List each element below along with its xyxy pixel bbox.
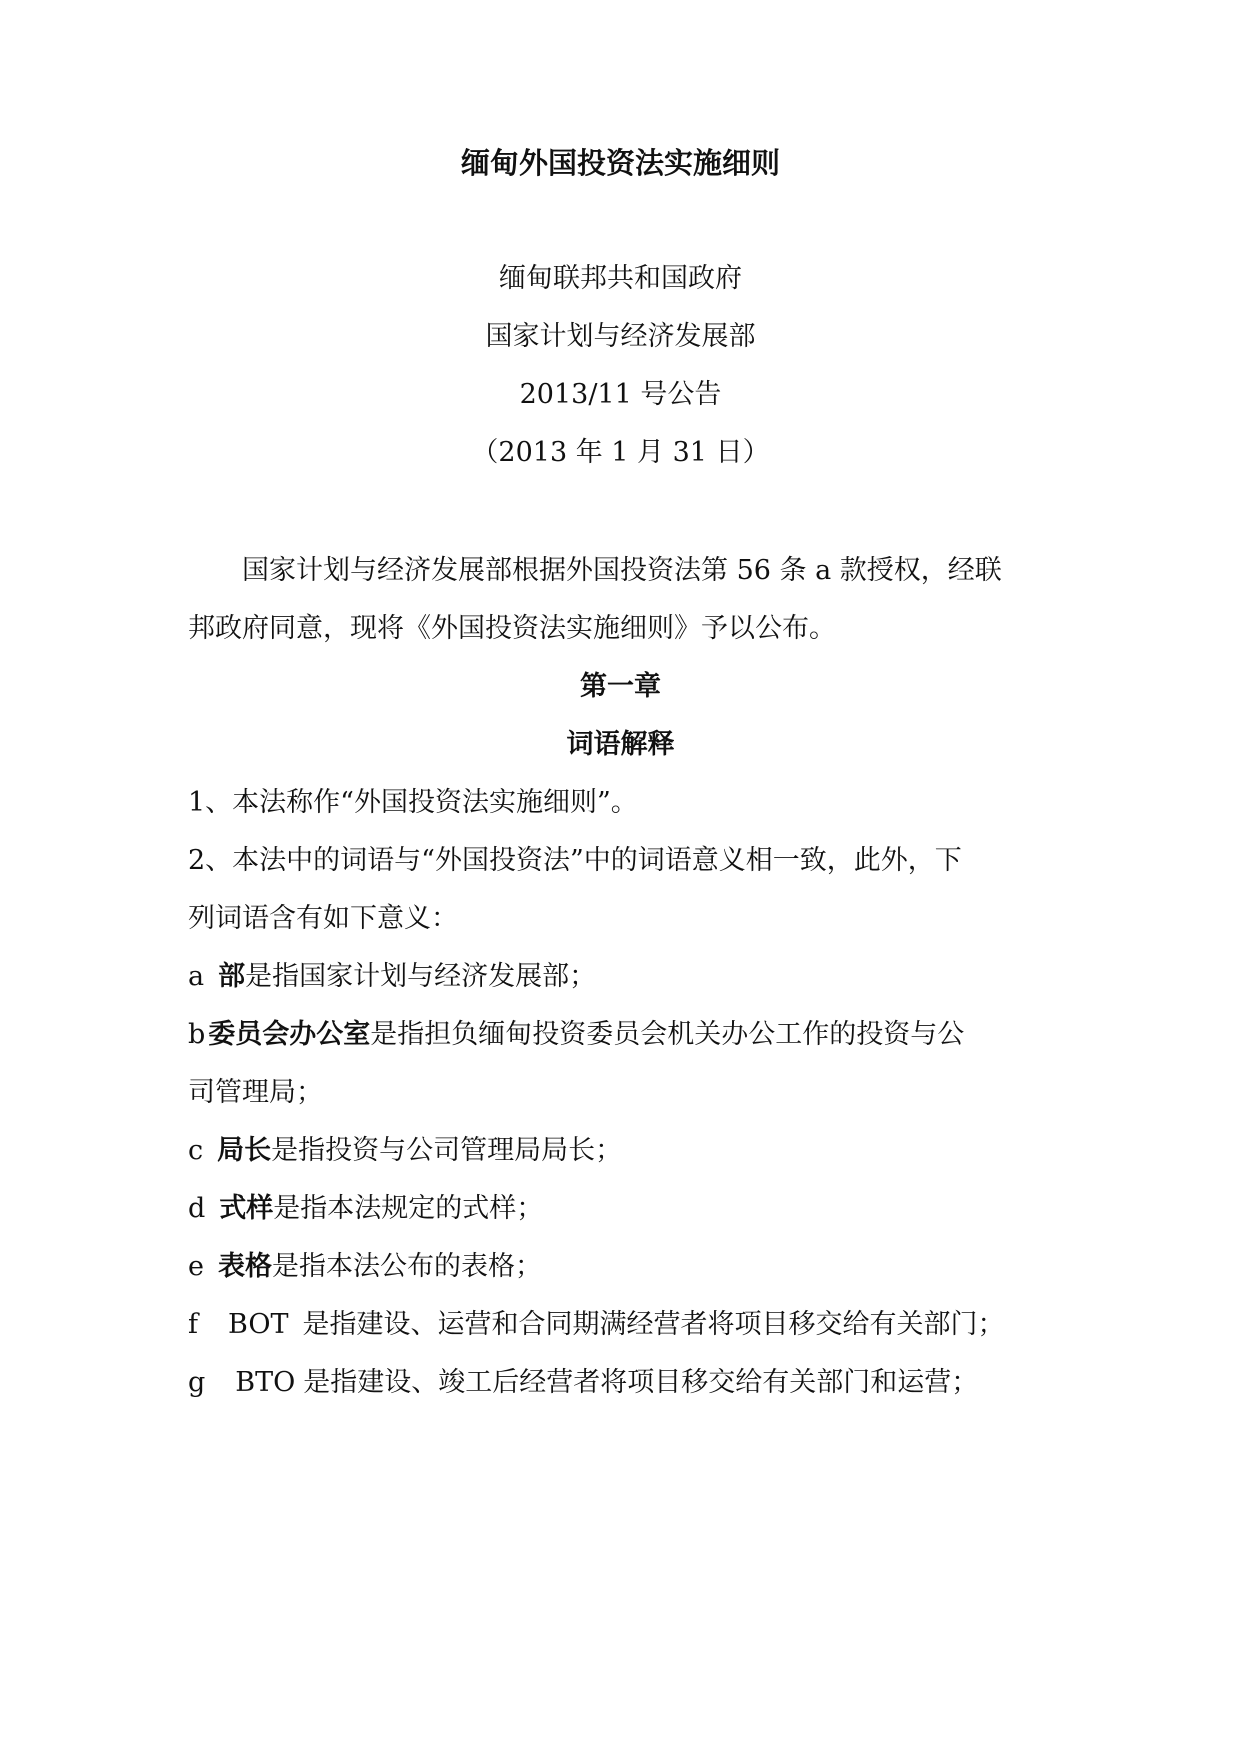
chapter-title: 词语解释 xyxy=(566,729,675,760)
definition-letter: b xyxy=(188,1019,206,1050)
definition-term: 部 xyxy=(218,961,246,992)
clause-2-line-2: 列词语含有如下意义： xyxy=(188,903,458,934)
notice-date: （2013 年 1 月 31 日） xyxy=(471,437,770,468)
definition-text: 是指投资与公司管理局局长； xyxy=(271,1135,623,1166)
definition-text: 是指担负缅甸投资委员会机关办公工作的投资与公 xyxy=(370,1019,965,1050)
definition-text: 是指本法公布的表格； xyxy=(271,1251,542,1282)
definition-letter: g xyxy=(188,1367,206,1398)
definition-b-continued: 司管理局； xyxy=(188,1077,323,1108)
definition-term: 式样 xyxy=(219,1193,274,1224)
clause-2-line-1: 2、本法中的词语与“外国投资法”中的词语意义相一致，此外，下 xyxy=(188,845,962,876)
preamble-line-2: 邦政府同意，现将《外国投资法实施细则》予以公布。 xyxy=(188,613,836,644)
definition-term: BTO xyxy=(235,1367,296,1398)
definition-text: 是指本法规定的式样； xyxy=(273,1193,544,1224)
definition-c xyxy=(188,1134,622,1168)
definition-term: 表格 xyxy=(217,1251,272,1282)
definition-text: 是指建设、运营和合同期满经营者将项目移交给有关部门； xyxy=(302,1309,1005,1340)
definition-text: 是指建设、竣工后经营者将项目移交给有关部门和运营； xyxy=(303,1367,979,1398)
notice-number: 2013/11 号公告 xyxy=(519,379,722,410)
definition-f xyxy=(188,1308,1005,1342)
definition-letter: a xyxy=(188,961,205,992)
definition-text: 是指国家计划与经济发展部； xyxy=(245,961,597,992)
document-title: 缅甸外国投资法实施细则 xyxy=(460,146,780,180)
clause-1: 1、本法称作“外国投资法实施细则”。 xyxy=(188,787,638,818)
definition-d xyxy=(188,1192,543,1226)
definition-letter: e xyxy=(188,1251,204,1282)
definition-b xyxy=(188,1018,964,1052)
definition-a xyxy=(188,960,596,994)
definition-e xyxy=(188,1250,542,1284)
definition-letter: c xyxy=(188,1135,204,1166)
definition-term: 局长 xyxy=(217,1135,272,1166)
issuer-ministry: 国家计划与经济发展部 xyxy=(485,321,756,352)
chapter-number: 第一章 xyxy=(580,671,661,702)
preamble-line-1: 国家计划与经济发展部根据外国投资法第 56 条 a 款授权，经联 xyxy=(242,555,1002,586)
definition-term: BOT xyxy=(228,1309,289,1340)
definition-letter: f xyxy=(188,1309,198,1340)
definition-term: 委员会办公室 xyxy=(208,1019,371,1050)
definition-g xyxy=(188,1366,978,1400)
issuer-government: 缅甸联邦共和国政府 xyxy=(499,263,742,294)
definition-letter: d xyxy=(188,1193,206,1224)
